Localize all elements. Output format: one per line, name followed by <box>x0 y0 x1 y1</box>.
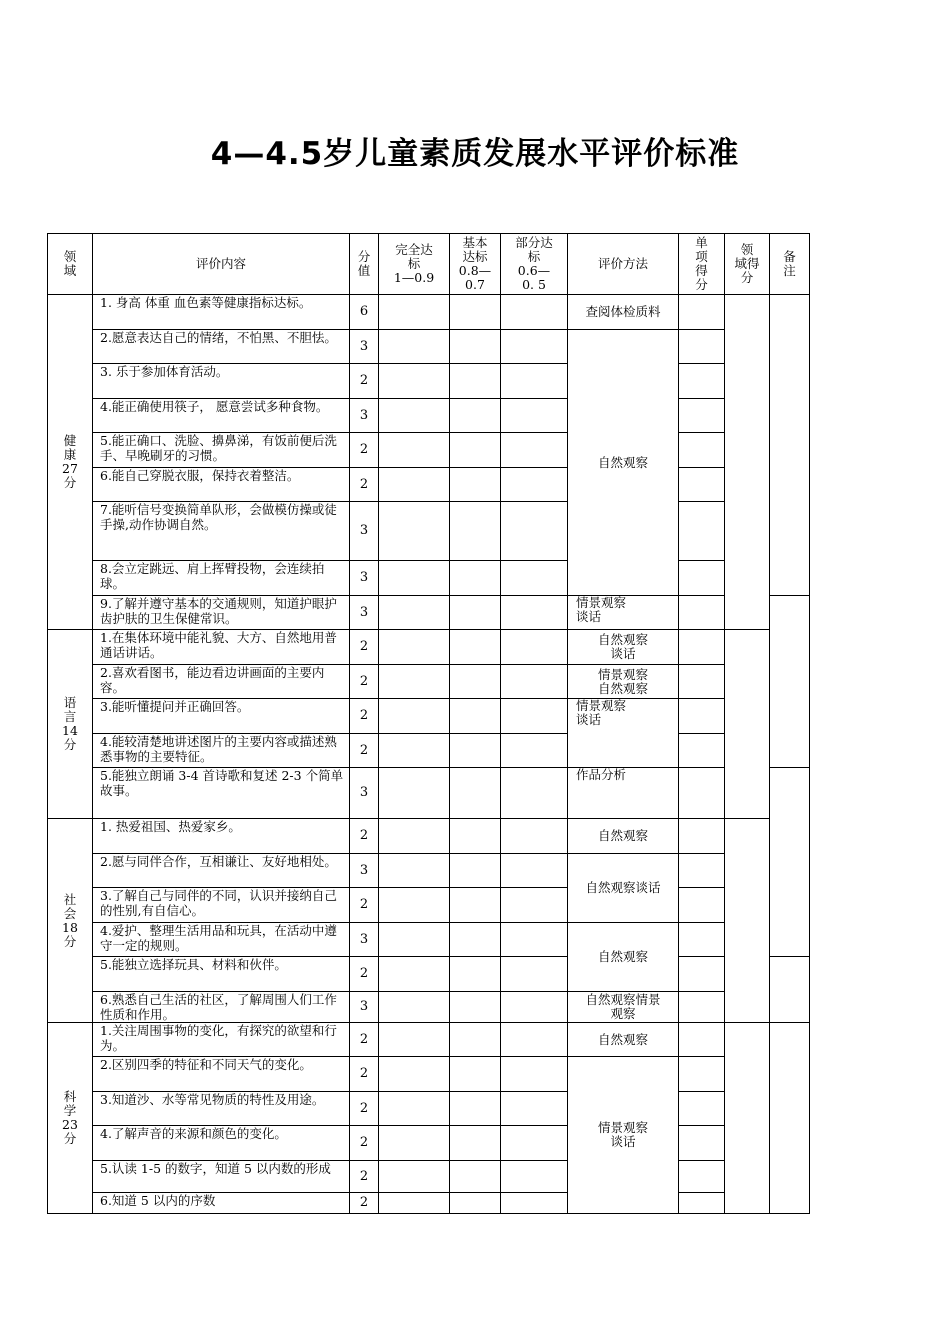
basic-achieve-cell <box>449 1160 501 1193</box>
full-achieve-cell <box>378 398 450 433</box>
item-score-cell <box>678 767 725 819</box>
full-achieve-cell <box>378 1125 450 1161</box>
header-method-label: 评价方法 <box>597 256 648 271</box>
item-content: 1. 热爱祖国、热爱家乡。 <box>92 818 350 854</box>
item-score-value: 2 <box>349 887 379 923</box>
full-achieve-cell <box>378 991 450 1023</box>
method-cell <box>567 294 679 330</box>
partial-achieve-cell <box>500 887 568 923</box>
basic-achieve-cell <box>449 1022 501 1057</box>
partial-achieve-cell <box>500 629 568 665</box>
partial-achieve-cell <box>500 363 568 399</box>
header-basic-line: 基本 <box>462 235 488 250</box>
method-line: 情景观察 <box>576 698 627 713</box>
method-cell <box>567 1022 679 1057</box>
method-line: 自然观察 <box>597 828 648 843</box>
header-domain-char: 域 <box>63 263 77 278</box>
item-score-cell <box>678 1125 725 1161</box>
header-remark-char: 注 <box>783 263 796 278</box>
item-score-cell <box>678 1160 725 1193</box>
item-score-cell <box>678 698 725 734</box>
header-partial <box>500 233 568 295</box>
full-achieve-cell <box>378 294 450 330</box>
method-line: 自然观察 <box>597 680 648 696</box>
item-score-value: 2 <box>349 698 379 734</box>
method-line: 谈话 <box>610 1134 636 1149</box>
item-score-value: 2 <box>349 733 379 768</box>
partial-achieve-cell <box>500 467 568 502</box>
item-score-value: 2 <box>349 1160 379 1193</box>
partial-achieve-cell <box>500 664 568 699</box>
method-line: 自然观察 <box>597 632 648 647</box>
item-score-value: 3 <box>349 329 379 364</box>
item-score-value: 2 <box>349 1192 379 1214</box>
item-score-value: 2 <box>349 629 379 665</box>
domain-unit: 分 <box>63 1131 77 1146</box>
method-cell <box>567 818 679 854</box>
item-score-value: 3 <box>349 595 379 630</box>
item-content: 9.了解并遵守基本的交通规则，知道护眼护齿护肤的卫生保健常识。 <box>92 595 350 630</box>
item-score-value: 2 <box>349 1091 379 1126</box>
item-score-cell <box>678 432 725 468</box>
full-achieve-cell <box>378 432 450 468</box>
basic-achieve-cell <box>449 1056 501 1092</box>
item-content: 1. 身高 体重 血色素等健康指标达标。 <box>92 294 350 330</box>
basic-achieve-cell <box>449 991 501 1023</box>
basic-achieve-cell <box>449 664 501 699</box>
item-score-cell <box>678 595 725 630</box>
header-item-score-char: 得 <box>695 263 708 278</box>
method-line: 自然观察情景 <box>585 992 661 1007</box>
full-achieve-cell <box>378 1160 450 1193</box>
domain-name-char: 会 <box>63 905 77 921</box>
item-content: 8.会立定跳远、肩上挥臂投物，会连续拍球。 <box>92 560 350 596</box>
domain-points: 23 <box>62 1117 78 1132</box>
method-cell <box>567 1056 679 1214</box>
item-score-value: 2 <box>349 363 379 399</box>
method-line: 谈话 <box>610 646 636 661</box>
item-content: 4.了解声音的来源和颜色的变化。 <box>92 1125 350 1161</box>
item-score-cell <box>678 956 725 992</box>
item-content: 5.能独立选择玩具、材料和伙伴。 <box>92 956 350 992</box>
item-score-value: 3 <box>349 853 379 888</box>
basic-achieve-cell <box>449 767 501 819</box>
item-score-cell <box>678 1056 725 1092</box>
domain-cell <box>47 629 93 819</box>
full-achieve-cell <box>378 664 450 699</box>
method-line: 情景观察 <box>597 1120 648 1135</box>
item-score-cell <box>678 294 725 330</box>
full-achieve-cell <box>378 956 450 992</box>
partial-achieve-cell <box>500 1056 568 1092</box>
header-score <box>349 233 379 295</box>
header-partial-line: 0.6— <box>517 263 551 278</box>
header-full-line: 1—0.9 <box>393 270 435 285</box>
domain-score-cell <box>724 818 770 1023</box>
item-content: 7.能听信号变换简单队形，会做模仿操或徒手操,动作协调自然。 <box>92 501 350 561</box>
method-line: 自然观察 <box>597 949 648 964</box>
domain-unit: 分 <box>63 737 77 752</box>
header-domain-score-line: 领 <box>740 242 754 257</box>
item-score-value: 3 <box>349 922 379 957</box>
method-line: 情景观察 <box>597 666 648 682</box>
basic-achieve-cell <box>449 853 501 888</box>
item-content: 1.关注周围事物的变化，有探究的欲望和行为。 <box>92 1022 350 1057</box>
method-cell <box>567 767 679 819</box>
partial-achieve-cell <box>500 767 568 819</box>
item-score-value: 2 <box>349 432 379 468</box>
item-content: 2.区别四季的特征和不同天气的变化。 <box>92 1056 350 1092</box>
item-score-value: 3 <box>349 398 379 433</box>
item-score-value: 3 <box>349 501 379 561</box>
partial-achieve-cell <box>500 501 568 561</box>
method-cell <box>567 629 679 665</box>
method-cell <box>567 664 679 699</box>
full-achieve-cell <box>378 1056 450 1092</box>
item-content: 6.知道 5 以内的序数 <box>92 1192 350 1214</box>
item-score-value: 2 <box>349 956 379 992</box>
item-score-value: 2 <box>349 1022 379 1057</box>
full-achieve-cell <box>378 595 450 630</box>
full-achieve-cell <box>378 629 450 665</box>
domain-name-char: 康 <box>63 447 77 462</box>
item-content: 5.认读 1-5 的数字，知道 5 以内数的形成 <box>92 1160 350 1193</box>
header-content-label: 评价内容 <box>195 256 246 271</box>
method-line: 观察 <box>610 1006 636 1021</box>
full-achieve-cell <box>378 1091 450 1126</box>
method-line: 查阅体检质料 <box>585 304 661 319</box>
method-line: 自然观察 <box>597 1031 648 1047</box>
domain-name-char: 社 <box>63 891 77 907</box>
domain-unit: 分 <box>63 933 77 949</box>
item-score-cell <box>678 818 725 854</box>
full-achieve-cell <box>378 922 450 957</box>
item-content: 5.能独立朗诵 3-4 首诗歌和复述 2-3 个简单故事。 <box>92 767 350 819</box>
method-cell <box>567 991 679 1023</box>
full-achieve-cell <box>378 733 450 768</box>
item-score-cell <box>678 1192 725 1214</box>
item-score-value: 2 <box>349 1125 379 1161</box>
header-domain <box>47 233 93 295</box>
item-score-value: 3 <box>349 767 379 819</box>
item-score-cell <box>678 363 725 399</box>
partial-achieve-cell <box>500 818 568 854</box>
method-line: 谈话 <box>576 609 602 624</box>
header-domain-score <box>724 233 770 295</box>
item-score-cell <box>678 560 725 596</box>
header-score-char: 值 <box>357 263 371 278</box>
method-line: 情景观察 <box>576 595 627 610</box>
basic-achieve-cell <box>449 432 501 468</box>
header-domain-score-line: 分 <box>740 270 754 285</box>
domain-unit: 分 <box>63 475 77 490</box>
method-cell <box>567 698 679 768</box>
item-score-cell <box>678 1022 725 1057</box>
item-content: 4.能正确使用筷子， 愿意尝试多种食物。 <box>92 398 350 433</box>
partial-achieve-cell <box>500 595 568 630</box>
item-content: 3.知道沙、水等常见物质的特性及用途。 <box>92 1091 350 1126</box>
domain-name-char: 科 <box>63 1089 77 1104</box>
domain-points: 14 <box>62 723 78 738</box>
header-remark <box>769 233 810 295</box>
item-score-cell <box>678 853 725 888</box>
item-content: 6.能自己穿脱衣服，保持衣着整洁。 <box>92 467 350 502</box>
method-cell <box>567 922 679 992</box>
item-content: 2.愿与同伴合作，互相谦让、友好地相处。 <box>92 853 350 888</box>
method-cell <box>567 329 679 596</box>
basic-achieve-cell <box>449 733 501 768</box>
evaluation-table <box>47 233 810 1213</box>
basic-achieve-cell <box>449 922 501 957</box>
basic-achieve-cell <box>449 887 501 923</box>
full-achieve-cell <box>378 698 450 734</box>
partial-achieve-cell <box>500 733 568 768</box>
item-score-cell <box>678 629 725 665</box>
item-score-cell <box>678 467 725 502</box>
item-score-cell <box>678 922 725 957</box>
header-full-line: 标 <box>407 256 421 271</box>
full-achieve-cell <box>378 329 450 364</box>
partial-achieve-cell <box>500 853 568 888</box>
domain-points: 27 <box>62 461 78 476</box>
item-score-value: 2 <box>349 467 379 502</box>
item-score-cell <box>678 329 725 364</box>
header-basic-line: 0.8— <box>458 263 492 278</box>
header-method <box>567 233 679 295</box>
header-domain-score-line: 域得 <box>734 256 760 271</box>
basic-achieve-cell <box>449 1091 501 1126</box>
partial-achieve-cell <box>500 1022 568 1057</box>
basic-achieve-cell <box>449 560 501 596</box>
basic-achieve-cell <box>449 595 501 630</box>
basic-achieve-cell <box>449 629 501 665</box>
item-content: 3.能听懂提问并正确回答。 <box>92 698 350 734</box>
full-achieve-cell <box>378 853 450 888</box>
header-item-score-char: 分 <box>695 277 708 292</box>
header-full <box>378 233 450 295</box>
basic-achieve-cell <box>449 818 501 854</box>
basic-achieve-cell <box>449 294 501 330</box>
header-basic <box>449 233 501 295</box>
remark-cell <box>769 1022 810 1214</box>
item-content: 6.熟悉自己生活的社区，了解周围人们工作性质和作用。 <box>92 991 350 1023</box>
basic-achieve-cell <box>449 398 501 433</box>
basic-achieve-cell <box>449 363 501 399</box>
item-score-cell <box>678 991 725 1023</box>
partial-achieve-cell <box>500 956 568 992</box>
partial-achieve-cell <box>500 432 568 468</box>
domain-cell <box>47 294 93 630</box>
remark-cell <box>769 595 810 768</box>
item-content: 4.爱护、整理生活用品和玩具，在活动中遵守一定的规则。 <box>92 922 350 957</box>
domain-score-cell <box>724 1022 770 1214</box>
item-content: 1.在集体环境中能礼貌、大方、自然地用普通话讲话。 <box>92 629 350 665</box>
domain-cell <box>47 1022 93 1214</box>
partial-achieve-cell <box>500 1192 568 1214</box>
domain-name-char: 言 <box>63 709 77 724</box>
partial-achieve-cell <box>500 560 568 596</box>
header-partial-line: 标 <box>527 249 541 264</box>
header-score-char: 分 <box>357 249 371 264</box>
basic-achieve-cell <box>449 467 501 502</box>
item-score-value: 3 <box>349 991 379 1023</box>
header-partial-line: 0. 5 <box>522 277 546 292</box>
partial-achieve-cell <box>500 1160 568 1193</box>
header-item-score-char: 项 <box>695 249 708 264</box>
item-score-cell <box>678 398 725 433</box>
full-achieve-cell <box>378 467 450 502</box>
domain-cell <box>47 818 93 1023</box>
domain-name-char: 语 <box>63 695 77 710</box>
item-score-cell <box>678 733 725 768</box>
method-cell <box>567 853 679 923</box>
partial-achieve-cell <box>500 1091 568 1126</box>
basic-achieve-cell <box>449 501 501 561</box>
basic-achieve-cell <box>449 1192 501 1214</box>
header-item-score <box>678 233 725 295</box>
partial-achieve-cell <box>500 294 568 330</box>
item-score-value: 2 <box>349 664 379 699</box>
method-line: 自然观察 <box>597 454 648 470</box>
partial-achieve-cell <box>500 329 568 364</box>
full-achieve-cell <box>378 560 450 596</box>
domain-score-cell <box>724 629 770 819</box>
partial-achieve-cell <box>500 398 568 433</box>
header-remark-char: 备 <box>783 249 796 264</box>
remark-cell <box>769 767 810 957</box>
domain-name-char: 健 <box>63 433 77 448</box>
item-content: 2.愿意表达自己的情绪，不怕黑、不胆怯。 <box>92 329 350 364</box>
header-basic-line: 0.7 <box>465 277 485 292</box>
domain-score-cell <box>724 294 770 630</box>
item-score-cell <box>678 501 725 561</box>
item-score-value: 3 <box>349 560 379 596</box>
item-content: 4.能较清楚地讲述图片的主要内容或描述熟悉事物的主要特征。 <box>92 733 350 768</box>
full-achieve-cell <box>378 501 450 561</box>
basic-achieve-cell <box>449 956 501 992</box>
full-achieve-cell <box>378 1192 450 1214</box>
header-content <box>92 233 350 295</box>
remark-cell <box>769 956 810 1023</box>
method-line: 作品分析 <box>576 767 627 782</box>
full-achieve-cell <box>378 1022 450 1057</box>
header-partial-line: 部分达 <box>515 235 553 250</box>
header-basic-line: 达标 <box>462 249 488 264</box>
item-score-value: 2 <box>349 1056 379 1092</box>
full-achieve-cell <box>378 818 450 854</box>
item-score-value: 6 <box>349 294 379 330</box>
full-achieve-cell <box>378 767 450 819</box>
item-content: 3.了解自己与同伴的不同，认识并接纳自己的性别,有自信心。 <box>92 887 350 923</box>
full-achieve-cell <box>378 363 450 399</box>
domain-name-char: 学 <box>63 1103 77 1118</box>
domain-points: 18 <box>62 919 78 935</box>
partial-achieve-cell <box>500 991 568 1023</box>
header-item-score-char: 单 <box>695 235 708 250</box>
item-score-cell <box>678 887 725 923</box>
remark-cell <box>769 294 810 596</box>
partial-achieve-cell <box>500 922 568 957</box>
partial-achieve-cell <box>500 1125 568 1161</box>
full-achieve-cell <box>378 887 450 923</box>
item-score-value: 2 <box>349 818 379 854</box>
item-score-cell <box>678 1091 725 1126</box>
basic-achieve-cell <box>449 329 501 364</box>
method-line: 自然观察谈话 <box>585 880 661 895</box>
item-score-cell <box>678 664 725 699</box>
item-content: 3. 乐于参加体育活动。 <box>92 363 350 399</box>
method-cell <box>567 595 679 630</box>
item-content: 2.喜欢看图书，能边看边讲画面的主要内容。 <box>92 664 350 699</box>
header-domain-char: 领 <box>63 249 77 264</box>
header-full-line: 完全达 <box>395 242 433 257</box>
method-line: 谈话 <box>576 712 602 727</box>
basic-achieve-cell <box>449 1125 501 1161</box>
page-title: 4—4.5岁儿童素质发展水平评价标准 <box>210 136 740 172</box>
basic-achieve-cell <box>449 698 501 734</box>
partial-achieve-cell <box>500 698 568 734</box>
item-content: 5.能正确口、洗脸、擤鼻涕，有饭前便后洗手、早晚刷牙的习惯。 <box>92 432 350 468</box>
